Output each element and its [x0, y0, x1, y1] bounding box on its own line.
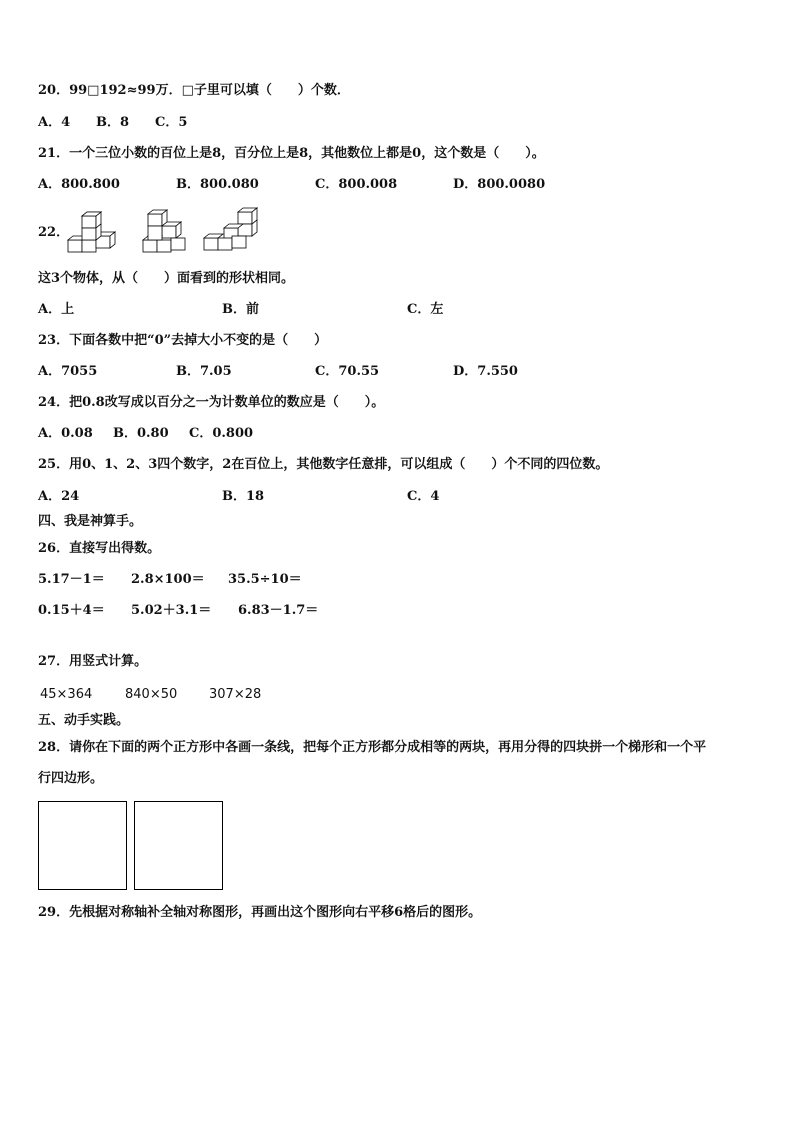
q23-option-d: D．7.550	[453, 364, 518, 379]
q25-option-b: B．18	[222, 489, 265, 504]
q27-item-1: 45×364	[40, 687, 93, 702]
q24-option-a: A．0.08	[38, 426, 93, 441]
q22-option-c: C．左	[407, 302, 444, 317]
q29-stem: 29．先根据对称轴补全轴对称图形，再画出这个图形向右平移6格后的图形。	[38, 905, 482, 920]
q28-square-2	[134, 801, 223, 890]
section-5-title: 五、动手实践。	[38, 713, 130, 728]
q22-number: 22．	[38, 225, 70, 240]
q27-item-2: 840×50	[125, 687, 178, 702]
q22-stem: 这3个物体，从（ ）面看到的形状相同。	[38, 271, 295, 286]
q28-square-1	[38, 801, 127, 890]
q24-stem: 24．把0.8改写成以百分之一为计数单位的数应是（ ）。	[38, 395, 385, 410]
q25-option-a: A．24	[38, 489, 80, 504]
q23-option-c: C．70.55	[315, 364, 380, 379]
q21-option-d: D．800.0080	[453, 177, 546, 192]
q20-option-b: B．8	[96, 115, 130, 130]
q26-r2-item-1: 0.15＋4＝	[38, 603, 105, 618]
q26-r1-item-1: 5.17－1＝	[38, 572, 105, 587]
q27-stem: 27．用竖式计算。	[38, 654, 148, 669]
cube-figure-1	[64, 210, 124, 256]
cube-figure-3	[202, 206, 262, 254]
q21-stem: 21．一个三位小数的百位上是8，百分位上是8，其他数位上都是0，这个数是（ ）。	[38, 146, 545, 161]
q21-option-c: C．800.008	[315, 177, 398, 192]
q23-stem: 23．下面各数中把“0”去掉大小不变的是（ ）	[38, 333, 328, 348]
q25-stem: 25．用0、1、2、3四个数字，2在百位上，其他数字任意排，可以组成（ ）个不同的四位数。	[38, 457, 609, 472]
q25-option-c: C．4	[407, 489, 440, 504]
q20-option-c: C．5	[155, 115, 188, 130]
section-4-title: 四、我是神算手。	[38, 514, 143, 529]
q23-option-b: B．7.05	[176, 364, 232, 379]
q24-option-b: B．0.80	[113, 426, 169, 441]
q26-r1-item-2: 2.8×100＝	[131, 572, 205, 587]
q26-r2-item-2: 5.02＋3.1＝	[131, 603, 212, 618]
q23-option-a: A．7055	[38, 364, 98, 379]
q22-option-a: A．上	[38, 302, 75, 317]
q20-option-a: A．4	[38, 115, 71, 130]
q28-stem-line-1: 28．请你在下面的两个正方形中各画一条线，把每个正方形都分成相等的两块，再用分得的四块拼一个梯形和一个平	[38, 740, 707, 755]
q21-option-b: B．800.080	[176, 177, 259, 192]
cube-figure-2	[140, 206, 190, 256]
q26-stem: 26．直接写出得数。	[38, 541, 161, 556]
q27-item-3: 307×28	[209, 687, 262, 702]
q21-option-a: A．800.800	[38, 177, 120, 192]
q24-option-c: C．0.800	[189, 426, 254, 441]
q28-stem-line-2: 行四边形。	[38, 771, 104, 786]
q26-r1-item-3: 35.5÷10＝	[228, 572, 302, 587]
q20-stem: 20．99□192≈99万．□子里可以填（ ）个数．	[38, 83, 350, 98]
q26-r2-item-3: 6.83－1.7＝	[238, 603, 319, 618]
q22-option-b: B．前	[222, 302, 259, 317]
